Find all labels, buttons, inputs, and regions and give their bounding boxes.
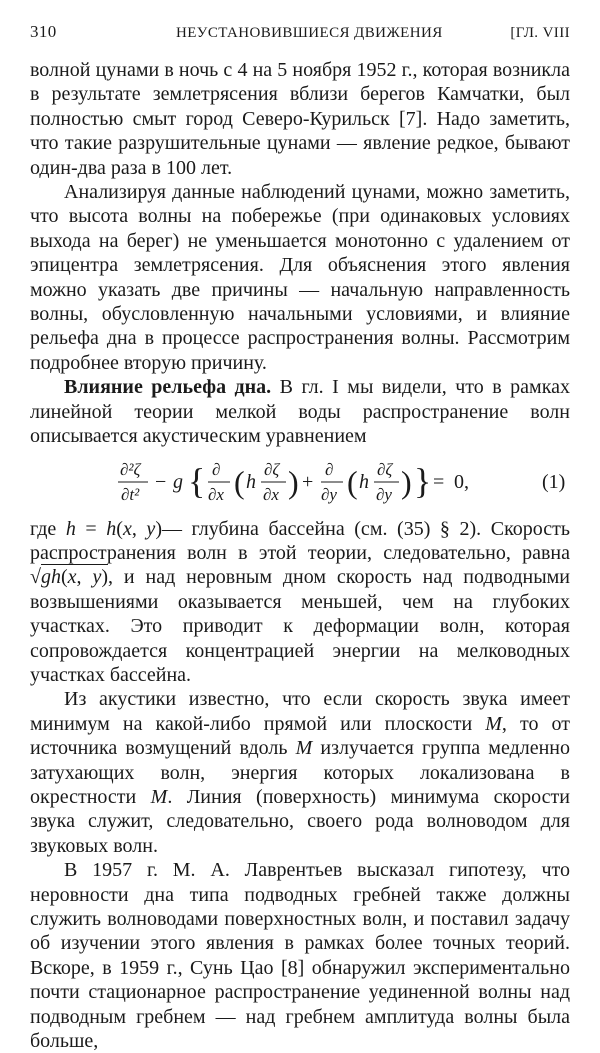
svg-text:g: g [173, 470, 183, 493]
chapter-label: [ГЛ. VIII [510, 25, 570, 41]
svg-text:=: = [433, 470, 445, 493]
depth-formula: h [65, 517, 76, 540]
svg-text:∂x: ∂x [263, 484, 279, 504]
svg-text:∂: ∂ [325, 459, 334, 479]
equation-1 [30, 455, 570, 513]
p4-text-2: — глубина бассейна (см. (35) § 2). Скорость распространения волн в этой теории, следовательно, равна [30, 517, 571, 564]
p4-text-1: где [30, 517, 57, 540]
p5-text-1: Из акустики известно, что если скорость звука имеет минимум на какой-либо прямой или плоскости [30, 688, 570, 735]
paragraph-4: где h = h(x, y)— глубина бассейна (см. (35) § 2). Скорость распространения волн в этой теории, следовательно, равна √gh(x, y), и над неровным дном скорость над подводными возвышениями оказывается меньшей, чем на глубоких участках. Это приводит к деформации волн, которая сопровождается концентрацией энергии на мелководных участках бассейна. [30, 517, 571, 686]
paragraph-1: волной цунами в ночь с 4 на 5 ноября 1952 г., которая возникла в результате землетрясения вблизи берегов Камчатки, был полностью смыт город Северо-Курильск [7]. Надо заметить, что такие разрушительные цунами — явление редкое, бывают один-два раза в 100 лет. [30, 59, 570, 179]
page-number: 310 [30, 22, 57, 41]
svg-text:): ) [401, 463, 412, 500]
wave-speed-formula: √gh(x, y) [30, 566, 109, 589]
p4-text-3: , и над неровным дном скорость над подводными возвышениями оказывается меньшей, чем на глубоких участках. Это приводит к деформации волн, которая сопровождается концентрацией энергии на мелководных участках бассейна. [30, 566, 571, 686]
running-title: НЕУСТАНОВИВШИЕСЯ ДВИЖЕНИЯ [176, 25, 443, 41]
section-heading: Влияние рельефа дна. [64, 376, 272, 399]
p5-text-3: излучается группа медленно затухающих волн, энергия которых локализована в окрестности [30, 737, 571, 808]
svg-text:−: − [155, 470, 167, 493]
svg-text:(: ( [347, 463, 358, 500]
paragraph-3-text: В гл. I мы видели, что в рамках линейной теории мелкой воды распространение волн описывается акустическим уравнением [30, 376, 570, 448]
paragraph-3 [30, 375, 570, 448]
svg-text:h: h [359, 470, 369, 493]
equation-formula [30, 455, 570, 513]
paragraph-2: Анализируя данные наблюдений цунами, можно заметить, что высота волны на побережье (при одинаковых условиях выхода на берег) не уменьшается монотонно с удалением от эпицентра землетрясения. Для объяснения этого явления можно указать две причины — начальную направленность волны, обусловленную начальными условиями, и влияние рельефа дна в процессе распространения волны. Рассмотрим подробнее вторую причину. [30, 181, 570, 374]
svg-text:+: + [302, 470, 314, 493]
p5-text-4: . Линия (поверхность) минимума скорости звука служит, следовательно, своего рода волноводом для звуковых волн. [30, 785, 570, 857]
svg-text:∂ζ: ∂ζ [264, 459, 280, 479]
svg-text:∂y: ∂y [321, 484, 337, 504]
svg-text:∂ζ: ∂ζ [377, 459, 393, 479]
svg-text:∂²ζ: ∂²ζ [120, 459, 141, 479]
svg-text:): ) [288, 463, 299, 500]
svg-text:h: h [246, 470, 256, 493]
svg-text:∂x: ∂x [208, 484, 224, 504]
equation-number: (1) [542, 470, 566, 493]
paragraph-6: В 1957 г. М. А. Лаврентьев высказал гипотезу, что неровности дна типа подводных гребней также должны служить волноводами поверхностных волн, и поставил задачу об изучении этого явления в рамках более точных теорий. Вскоре, в 1959 г., Сунь Цао [8] обнаружил экспериментально почти стационарное распространение уединенной волны над подводным гребнем — над гребнем амплитуда волны была больше, [30, 859, 570, 1053]
svg-text:∂y: ∂y [376, 484, 392, 504]
book-page [30, 18, 570, 1053]
running-header [30, 18, 570, 42]
p5-text-2: , то от источника возмущений вдоль [30, 712, 571, 760]
svg-text:{: { [188, 460, 206, 501]
svg-text:(: ( [234, 463, 245, 500]
svg-text:∂: ∂ [212, 459, 221, 479]
svg-text:0,: 0, [454, 470, 469, 493]
paragraph-5: Из акустики известно, что если скорость звука имеет минимум на какой-либо прямой или плоскости M, то от источника возмущений вдоль M излучается группа медленно затухающих волн, энергия которых локализована в окрестности M. Линия (поверхность) минимума скорости звука служит, следовательно, своего рода волноводом для звуковых волн. [30, 688, 571, 857]
svg-text:∂t²: ∂t² [121, 484, 140, 504]
svg-text:}: } [414, 460, 432, 501]
